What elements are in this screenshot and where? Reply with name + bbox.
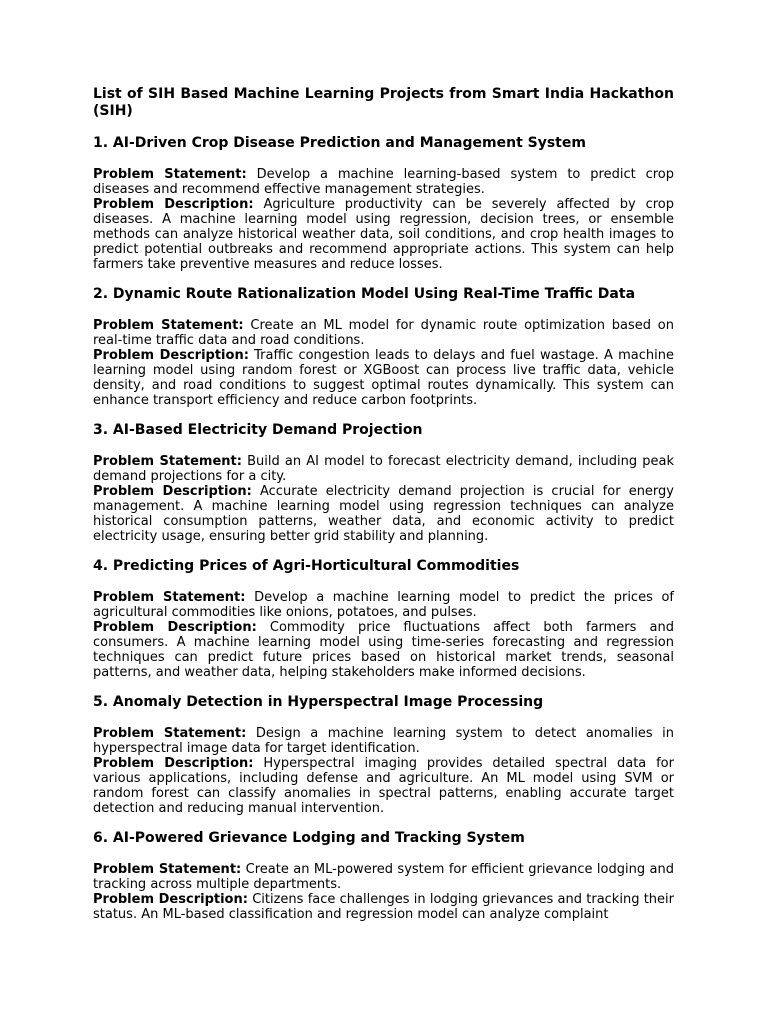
problem-statement — [93, 454, 674, 484]
project-section-4 — [93, 558, 674, 680]
statement-label: Problem Statement: — [93, 454, 242, 469]
description-text: Commodity price fluctuations affect both farmers and consumers. A machine learning model using time-series forecasting and regression techniques can predict future prices based on historical market trends, seasonal patterns, and weather data, helping stakeholders make informed decisions. — [93, 620, 674, 680]
description-label: Problem Description: — [93, 892, 248, 907]
statement-text: Design a machine learning system to detect anomalies in hyperspectral image data for target identification. — [93, 726, 674, 756]
description-text: Citizens face challenges in lodging grievances and tracking their status. An ML-based classification and regression model can analyze complaint — [93, 892, 674, 922]
problem-description — [93, 756, 674, 816]
section-heading: 6. AI-Powered Grievance Lodging and Tracking System — [93, 830, 525, 846]
problem-statement — [93, 167, 674, 197]
section-heading: 4. Predicting Prices of Agri-Horticultural Commodities — [93, 558, 520, 574]
document-title: List of SIH Based Machine Learning Projects from Smart India Hackathon (SIH) — [93, 86, 674, 119]
problem-description — [93, 620, 674, 680]
statement-label: Problem Statement: — [93, 590, 246, 605]
description-text: Agriculture productivity can be severely affected by crop diseases. A machine learning model using regression, decision trees, or ensemble methods can analyze historical weather data, soil conditions, and crop health images to predict potential outbreaks and recommend appropriate actions. This system can help farmers take preventive measures and reduce losses. — [93, 197, 674, 272]
problem-statement — [93, 862, 674, 892]
description-label: Problem Description: — [93, 620, 257, 635]
statement-text: Develop a machine learning model to predict the prices of agricultural commodities like onions, potatoes, and pulses. — [93, 590, 674, 620]
statement-text: Create an ML model for dynamic route optimization based on real-time traffic data and road conditions. — [93, 318, 674, 348]
project-section-3 — [93, 422, 674, 544]
statement-label: Problem Statement: — [93, 862, 242, 877]
description-text: Accurate electricity demand projection is crucial for energy management. A machine learning model using regression techniques can analyze historical consumption patterns, weather data, and economic activity to predict electricity usage, ensuring better grid stability and planning. — [93, 484, 674, 544]
problem-statement — [93, 726, 674, 756]
section-heading: 3. AI-Based Electricity Demand Projection — [93, 422, 423, 438]
problem-statement — [93, 318, 674, 348]
project-section-6 — [93, 830, 674, 922]
statement-label: Problem Statement: — [93, 318, 244, 333]
section-heading: 1. AI-Driven Crop Disease Prediction and Management System — [93, 135, 586, 151]
project-section-1 — [93, 135, 674, 272]
section-heading: 5. Anomaly Detection in Hyperspectral Image Processing — [93, 694, 544, 710]
problem-description — [93, 197, 674, 272]
statement-text: Create an ML-powered system for efficient grievance lodging and tracking across multiple departments. — [93, 862, 674, 892]
document-page — [93, 86, 674, 936]
description-label: Problem Description: — [93, 756, 254, 771]
section-heading: 2. Dynamic Route Rationalization Model Using Real-Time Traffic Data — [93, 286, 636, 302]
statement-text: Develop a machine learning-based system to predict crop diseases and recommend effective management strategies. — [93, 167, 674, 197]
project-section-2 — [93, 286, 674, 408]
problem-description — [93, 892, 674, 922]
problem-description — [93, 348, 674, 408]
problem-description — [93, 484, 674, 544]
project-section-5 — [93, 694, 674, 816]
description-text: Hyperspectral imaging provides detailed spectral data for various applications, including defense and agriculture. An ML model using SVM or random forest can classify anomalies in spectral patterns, enabling accurate target detection and reducing manual intervention. — [93, 756, 674, 816]
statement-label: Problem Statement: — [93, 726, 247, 741]
description-label: Problem Description: — [93, 197, 254, 212]
problem-statement — [93, 590, 674, 620]
statement-label: Problem Statement: — [93, 167, 247, 182]
statement-text: Build an AI model to forecast electricity demand, including peak demand projections for a city. — [93, 454, 674, 484]
description-label: Problem Description: — [93, 484, 252, 499]
description-text: Traffic congestion leads to delays and fuel wastage. A machine learning model using random forest or XGBoost can process live traffic data, vehicle density, and road conditions to suggest optimal routes dynamically. This system can enhance transport efficiency and reduce carbon footprints. — [93, 348, 674, 408]
description-label: Problem Description: — [93, 348, 249, 363]
